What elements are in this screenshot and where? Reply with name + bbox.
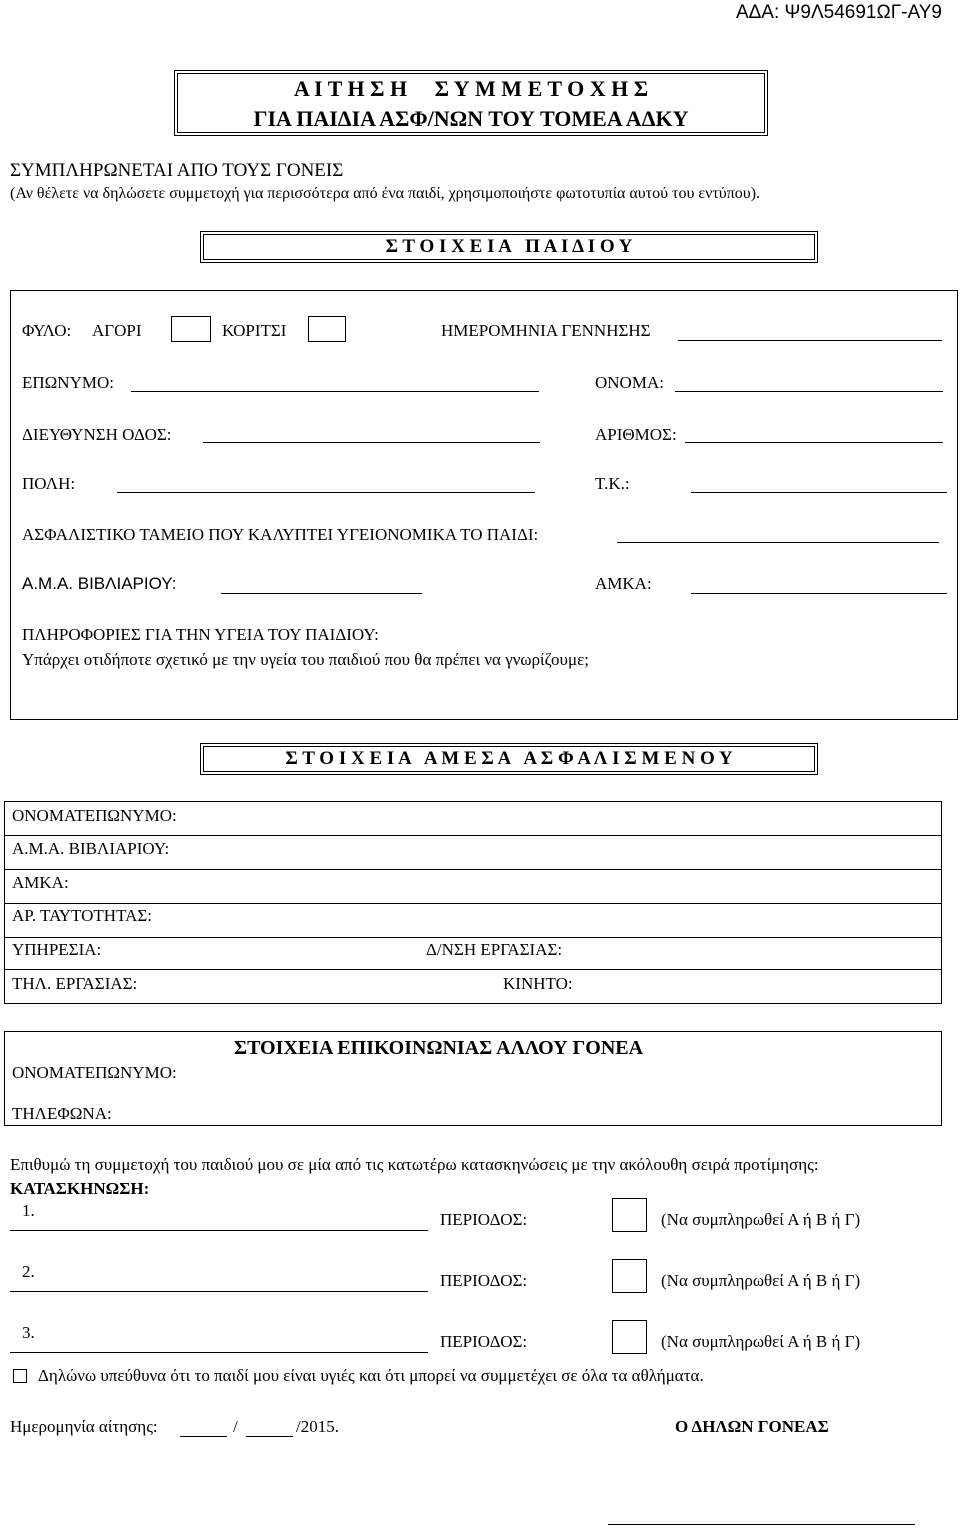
camp-row-1-period-label: ΠΕΡΙΟΔΟΣ: [440,1210,528,1229]
camp-row-3-field[interactable] [10,1352,428,1353]
insured-mobile-label: ΚΙΝΗΤΟ: [503,974,573,993]
camp-row-3-period-label: ΠΕΡΙΟΔΟΣ: [440,1332,528,1351]
date-year: /2015. [296,1417,339,1436]
insured-id-label: ΑΡ. ΤΑΥΤΟΤΗΤΑΣ: [12,906,152,925]
signature-line[interactable] [608,1524,915,1525]
camp-row-3-period-box[interactable] [612,1320,647,1354]
insured-service-label: ΥΠΗΡΕΣΙΑ: [12,940,102,959]
camp-row-2-period-box[interactable] [612,1259,647,1293]
date-separator: / [233,1417,238,1436]
amka-label: ΑΜΚΑ: [595,574,652,593]
child-section-heading: Σ Τ Ο Ι Χ Ε Ι Α Π Α Ι Δ Ι Ο Υ [385,236,633,257]
row-divider [4,903,942,904]
row-divider [4,869,942,870]
application-date-label: Ημερομηνία αίτησης: [10,1417,158,1436]
camp-row-3-number: 3. [22,1323,35,1342]
postcode-field[interactable] [691,492,947,493]
photocopy-note: (Αν θέλετε να δηλώσετε συμμετοχή για περισσότερα από ένα παιδί, χρησιμοποιήστε φωτοτυπία αυτού του εντύπου). [10,185,761,202]
insured-amka-label: ΑΜΚΑ: [12,873,69,892]
boy-label: ΑΓΟΡΙ [92,321,142,340]
street-label: ΔΙΕΥΘΥΝΣΗ ΟΔΟΣ: [22,425,172,444]
ama-booklet-label: Α.Μ.Α. ΒΙΒΛΙΑΡΙΟΥ: [22,574,177,593]
declaration-checkbox[interactable] [13,1369,27,1383]
form-subtitle: ΓΙΑ ΠΑΙΔΙΑ ΑΣΦ/ΝΩΝ ΤΟΥ ΤΟΜΕΑ ΑΔΚΥ [253,106,689,131]
birthdate-label: ΗΜΕΡΟΜΗΝΙΑ ΓΕΝΝΗΣΗΣ [441,321,651,340]
city-field[interactable] [117,492,535,493]
girl-checkbox[interactable] [308,316,346,342]
surname-field[interactable] [131,391,539,392]
camp-row-1-number: 1. [22,1201,35,1220]
other-parent-heading: ΣΤΟΙΧΕΙΑ ΕΠΙΚΟΙΝΩΝΙΑΣ ΑΛΛΟΥ ΓΟΝΕΑ [234,1037,644,1059]
street-number-label: ΑΡΙΘΜΟΣ: [595,425,677,444]
camp-row-1-field[interactable] [10,1230,428,1231]
camp-row-2-period-label: ΠΕΡΙΟΔΟΣ: [440,1271,528,1290]
city-label: ΠΟΛΗ: [22,474,76,493]
camp-preference-intro: Επιθυμώ τη συμμετοχή του παιδιού μου σε μία από τις κατωτέρω κατασκηνώσεις με την ακόλουθη σειρά προτίμησης: [10,1155,819,1174]
fill-by-parents-heading: ΣΥΜΠΛΗΡΩΝΕΤΑΙ ΑΠΟ ΤΟΥΣ ΓΟΝΕΙΣ [10,160,344,181]
birthdate-field[interactable] [678,340,942,341]
other-parent-fullname-label: ΟΝΟΜΑΤΕΠΩΝΥΜΟ: [12,1063,177,1082]
ama-booklet-field[interactable] [221,593,422,594]
street-field[interactable] [203,442,540,443]
row-divider [4,937,942,938]
girl-label: ΚΟΡΙΤΣΙ [222,321,287,340]
camp-row-3-hint: (Να συμπληρωθεί Α ή Β ή Γ) [661,1332,861,1351]
date-month-field[interactable] [246,1436,293,1437]
camp-row-1-hint: (Να συμπληρωθεί Α ή Β ή Γ) [661,1210,861,1229]
row-divider [4,969,942,970]
camp-row-1-period-box[interactable] [612,1198,647,1232]
health-info-question: Υπάρχει οτιδήποτε σχετικό με την υγεία του παιδιού που θα πρέπει να γνωρίζουμε; [22,650,589,669]
postcode-label: Τ.Κ.: [595,474,630,493]
declaring-parent-label: Ο ΔΗΛΩΝ ΓΟΝΕΑΣ [675,1417,829,1436]
insurance-fund-field[interactable] [617,542,939,543]
ada-reference: ΑΔΑ: Ψ9Λ54691ΩΓ-ΑΥ9 [735,2,942,23]
sex-label: ΦΥΛΟ: [22,321,72,340]
row-divider [4,835,942,836]
insured-section-heading: Σ Τ Ο Ι Χ Ε Ι Α Α Μ Ε Σ Α Α Σ Φ Α Λ Ι Σ Μ Ε Ν Ο Υ [285,748,733,769]
surname-label: ΕΠΩΝΥΜΟ: [22,373,114,392]
health-info-heading: ΠΛΗΡΟΦΟΡΙΕΣ ΓΙΑ ΤΗΝ ΥΓΕΙΑ ΤΟΥ ΠΑΙΔΙΟΥ: [22,625,379,644]
insured-work-address-label: Δ/ΝΣΗ ΕΡΓΑΣΙΑΣ: [426,940,563,959]
camp-heading: ΚΑΤΑΣΚΗΝΩΣΗ: [10,1179,150,1198]
camp-row-2-number: 2. [22,1262,35,1281]
insured-ama-label: Α.Μ.Α. ΒΙΒΛΙΑΡΙΟΥ: [12,839,170,858]
camp-row-2-field[interactable] [10,1291,428,1292]
other-parent-phones-label: ΤΗΛΕΦΩΝΑ: [12,1104,112,1123]
insurance-fund-label: ΑΣΦΑΛΙΣΤΙΚΟ ΤΑΜΕΙΟ ΠΟΥ ΚΑΛΥΠΤΕΙ ΥΓΕΙΟΝΟΜΙΚΑ ΤΟ ΠΑΙΔΙ: [22,525,539,544]
insured-work-phone-label: ΤΗΛ. ΕΡΓΑΣΙΑΣ: [12,974,138,993]
boy-checkbox[interactable] [171,316,211,342]
camp-row-2-hint: (Να συμπληρωθεί Α ή Β ή Γ) [661,1271,861,1290]
insured-fullname-label: ΟΝΟΜΑΤΕΠΩΝΥΜΟ: [12,806,177,825]
street-number-field[interactable] [685,442,943,443]
amka-field[interactable] [691,593,947,594]
date-day-field[interactable] [180,1436,227,1437]
name-label: ΟΝΟΜΑ: [595,373,664,392]
form-title: Α Ι Τ Η Σ Η Σ Υ Μ Μ Ε Τ Ο Χ Η Σ [293,76,649,101]
declaration-text: Δηλώνω υπεύθυνα ότι το παιδί μου είναι υγιές και ότι μπορεί να συμμετέχει σε όλα τα αθλήματα. [38,1366,704,1385]
name-field[interactable] [675,391,943,392]
